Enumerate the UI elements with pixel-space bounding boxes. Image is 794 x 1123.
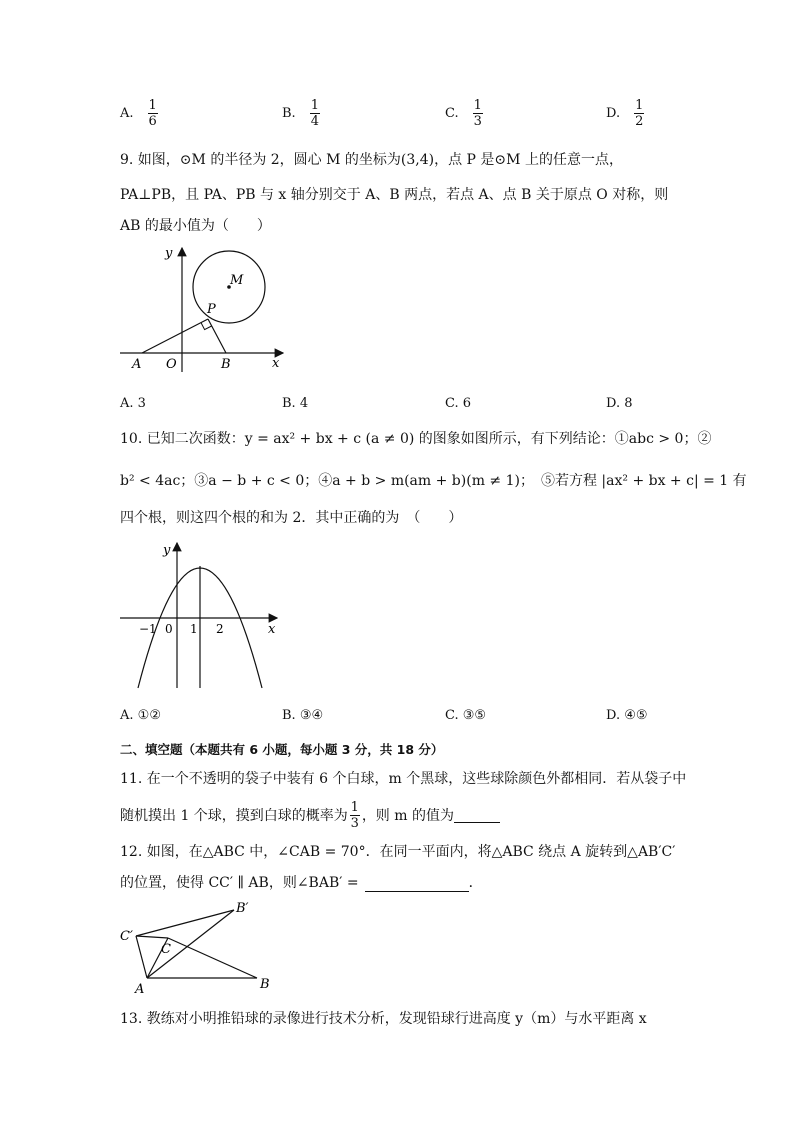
q9-option-c[interactable]: C. 6 <box>445 396 472 411</box>
label-b-prime: B′ <box>236 901 249 916</box>
q8-option-c[interactable] <box>445 98 483 129</box>
label-a: A <box>135 982 145 997</box>
q10-line1: 10. 已知二次函数：y = ax² + bx + c (a ≠ 0) 的图象如图所示，有下列结论：①abc > 0；② <box>120 431 712 447</box>
q9-option-a[interactable]: A. 3 <box>120 396 146 411</box>
q12-figure <box>115 900 285 998</box>
segment-cp-bp <box>136 910 234 936</box>
q10-option-a[interactable]: A. ①② <box>120 708 161 723</box>
q10-line3: 四个根，则这四个根的和为 2．其中正确的为 （ ） <box>120 510 463 526</box>
segment-pb <box>208 319 226 353</box>
fraction: $\frac{1}{2}$ <box>635 98 644 129</box>
label-a: A <box>132 357 142 372</box>
q11-line2: 随机摸出 1 个球，摸到白球的概率为 $\frac{1}{3}$ ，则 m 的值为 <box>120 800 500 831</box>
q8-option-d[interactable] <box>606 98 644 129</box>
q9-line3: AB 的最小值为（ ） <box>120 218 271 234</box>
fraction: $\frac{1}{6}$ <box>148 98 157 129</box>
q11-line1: 11. 在一个不透明的袋子中装有 6 个白球，m 个黑球，这些球除颜色外都相同．若从袋子中 <box>120 771 687 787</box>
label-c-prime: C′ <box>120 929 133 944</box>
label-b: B <box>221 357 231 372</box>
option-letter: A. <box>120 106 134 121</box>
q10-figure <box>115 538 285 690</box>
q10-option-b[interactable]: B. ③④ <box>282 708 324 723</box>
tick-neg-1: −1 <box>139 622 157 636</box>
q9-option-b[interactable]: B. 4 <box>282 396 309 411</box>
label-o: O <box>166 357 177 372</box>
fraction: $\frac{1}{3}$ <box>350 800 359 831</box>
segment-cp-a <box>136 936 147 978</box>
label-y: y <box>163 543 171 558</box>
q10-line2: b² < 4ac；③a − b + c < 0；④a + b > m(am + b)(m ≠ 1)； ⑤若方程 |ax² + bx + c| = 1 有 <box>120 473 747 489</box>
q8-option-a[interactable] <box>120 98 158 129</box>
q12-line1: 12. 如图，在△ABC 中，∠CAB = 70°．在同一平面内，将△ABC 绕点 A 旋转到△AB′C′ <box>120 844 676 860</box>
label-m: M <box>230 273 244 288</box>
fraction: $\frac{1}{3}$ <box>473 98 482 129</box>
label-x: x <box>268 622 276 637</box>
label-b: B <box>260 977 270 992</box>
answer-blank[interactable] <box>454 808 500 823</box>
segment-pa <box>142 319 208 353</box>
option-letter: D. <box>606 106 621 121</box>
q9-option-d[interactable]: D. 8 <box>606 396 633 411</box>
q13-line1: 13. 教练对小明推铅球的录像进行技术分析，发现铅球行进高度 y（m）与水平距离 x <box>120 1011 647 1027</box>
option-letter: C. <box>445 106 459 121</box>
option-letter: B. <box>282 106 296 121</box>
q9-figure <box>115 240 295 375</box>
label-x: x <box>272 356 280 371</box>
label-y: y <box>165 246 173 261</box>
segment-cp-c <box>136 936 168 938</box>
q9-line2: PA⊥PB，且 PA、PB 与 x 轴分别交于 A、B 两点，若点 A、点 B 关于原点 O 对称，则 <box>120 187 669 203</box>
q9-line1: 9. 如图，⊙M 的半径为 2，圆心 M 的坐标为(3,4)，点 P 是⊙M 上的任意一点， <box>120 152 623 168</box>
tick-0: 0 <box>165 622 173 636</box>
tick-2: 2 <box>216 622 224 636</box>
label-p: P <box>207 302 216 317</box>
segment-c-b <box>168 938 257 978</box>
q10-option-c[interactable]: C. ③⑤ <box>445 708 487 723</box>
q8-option-b[interactable] <box>282 98 320 129</box>
q12-line2: 的位置，使得 CC′ ∥ AB，则∠BAB′ = ． <box>120 875 483 891</box>
fraction: $\frac{1}{4}$ <box>310 98 319 129</box>
answer-blank[interactable] <box>365 877 469 892</box>
section-heading: 二、填空题（本题共有 6 小题，每小题 3 分，共 18 分） <box>120 742 444 757</box>
tick-1: 1 <box>190 622 198 636</box>
label-c: C <box>161 942 171 957</box>
q10-option-d[interactable]: D. ④⑤ <box>606 708 648 723</box>
